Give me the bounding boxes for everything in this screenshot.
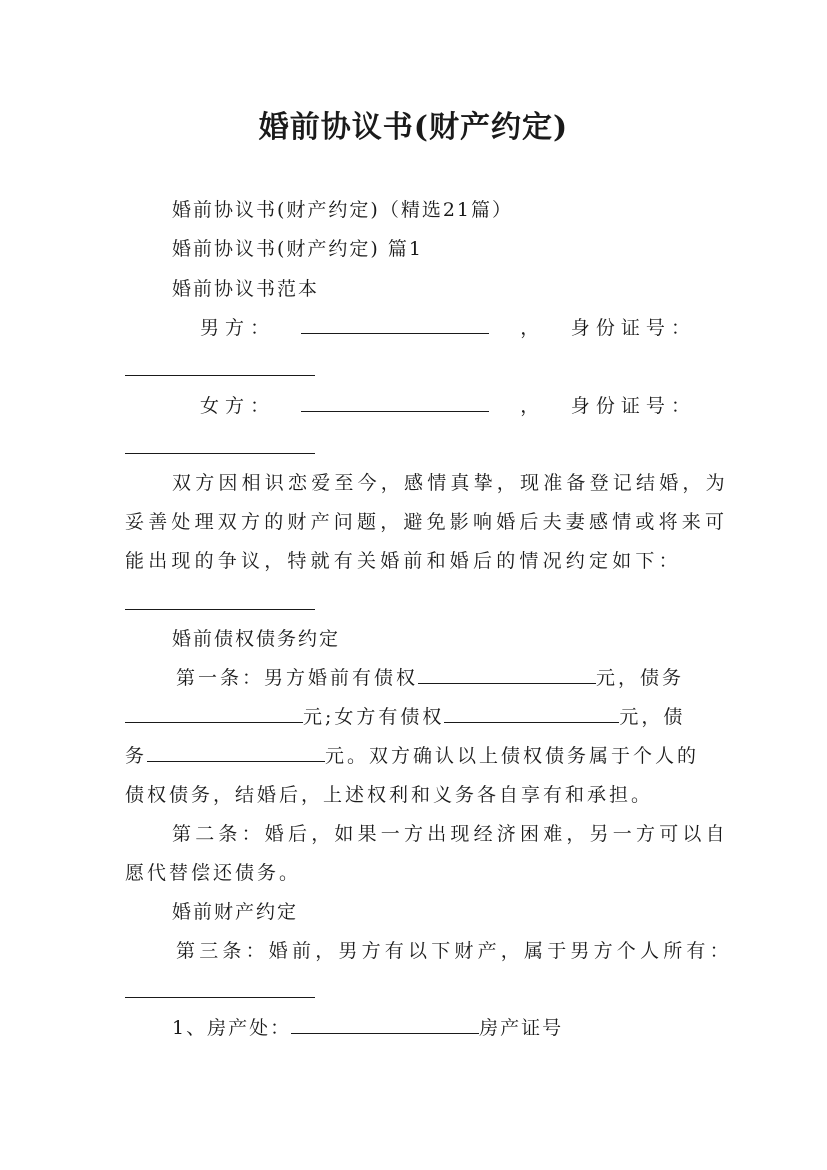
intro-line-1: 双方因相识恋爱至今，感情真挚，现准备登记结婚，为	[172, 472, 729, 494]
template-name: 婚前协议书范本	[172, 278, 320, 300]
document-title: 婚前协议书(财产约定)	[258, 110, 569, 145]
article-1-text: 务	[125, 745, 148, 767]
female-debt-blank	[147, 743, 325, 762]
article-1-line-4: 债权债务，结婚后，上述权利和义务各自享有和承担。	[125, 784, 654, 806]
intro-line-2: 妥善处理双方的财产问题，避免影响婚后夫妻感情或将来可	[125, 511, 729, 533]
house-location-blank	[291, 1015, 479, 1034]
property-item-1	[172, 1015, 563, 1041]
article-3: 第三条：婚前，男方有以下财产，属于男方个人所有：	[176, 940, 733, 962]
article-1-text: 第一条：男方婚前有债权	[176, 667, 419, 689]
id-label: 身 份 证 号 ：	[570, 317, 690, 339]
article-2-line-2: 愿代替偿还债务。	[125, 862, 302, 884]
item-label: 房产证号	[479, 1017, 564, 1039]
article-3-blank	[125, 997, 315, 998]
article-2-line-1: 第二条：婚后，如果一方出现经济困难，另一方可以自	[172, 823, 729, 845]
item-label: 1、房产处：	[172, 1017, 292, 1039]
male-id-blank	[125, 375, 315, 376]
female-id-blank	[125, 453, 315, 454]
subtitle: 婚前协议书(财产约定)（精选21篇）	[172, 199, 514, 221]
article-1-text: 元;女方有债权	[303, 706, 445, 728]
male-label: 男 方 ：	[200, 317, 270, 339]
comma: ，	[520, 317, 540, 339]
female-party-line	[200, 393, 690, 419]
male-party-line	[200, 315, 690, 341]
debt-section-heading: 婚前债权债务约定	[172, 628, 341, 650]
male-credit-blank	[418, 665, 596, 684]
female-credit-blank	[444, 704, 619, 723]
article-1-line-2	[125, 704, 685, 730]
chapter-heading: 婚前协议书(财产约定) 篇1	[172, 238, 423, 260]
property-section-heading: 婚前财产约定	[172, 901, 299, 923]
article-1-line-3	[125, 743, 699, 769]
article-1-text: 元，债	[619, 706, 686, 728]
article-1-line-1	[176, 665, 684, 691]
intro-blank	[125, 609, 315, 610]
male-name-blank	[301, 315, 489, 334]
article-1-text: 元。双方确认以上债权债务属于个人的	[325, 745, 700, 767]
comma: ，	[520, 395, 540, 417]
id-label: 身 份 证 号 ：	[570, 395, 690, 417]
intro-line-3: 能出现的争议，特就有关婚前和婚后的情况约定如下：	[125, 550, 682, 572]
article-1-text: 元，债务	[596, 667, 685, 689]
female-name-blank	[301, 393, 489, 412]
female-label: 女 方 ：	[200, 395, 270, 417]
male-debt-blank	[125, 704, 303, 723]
